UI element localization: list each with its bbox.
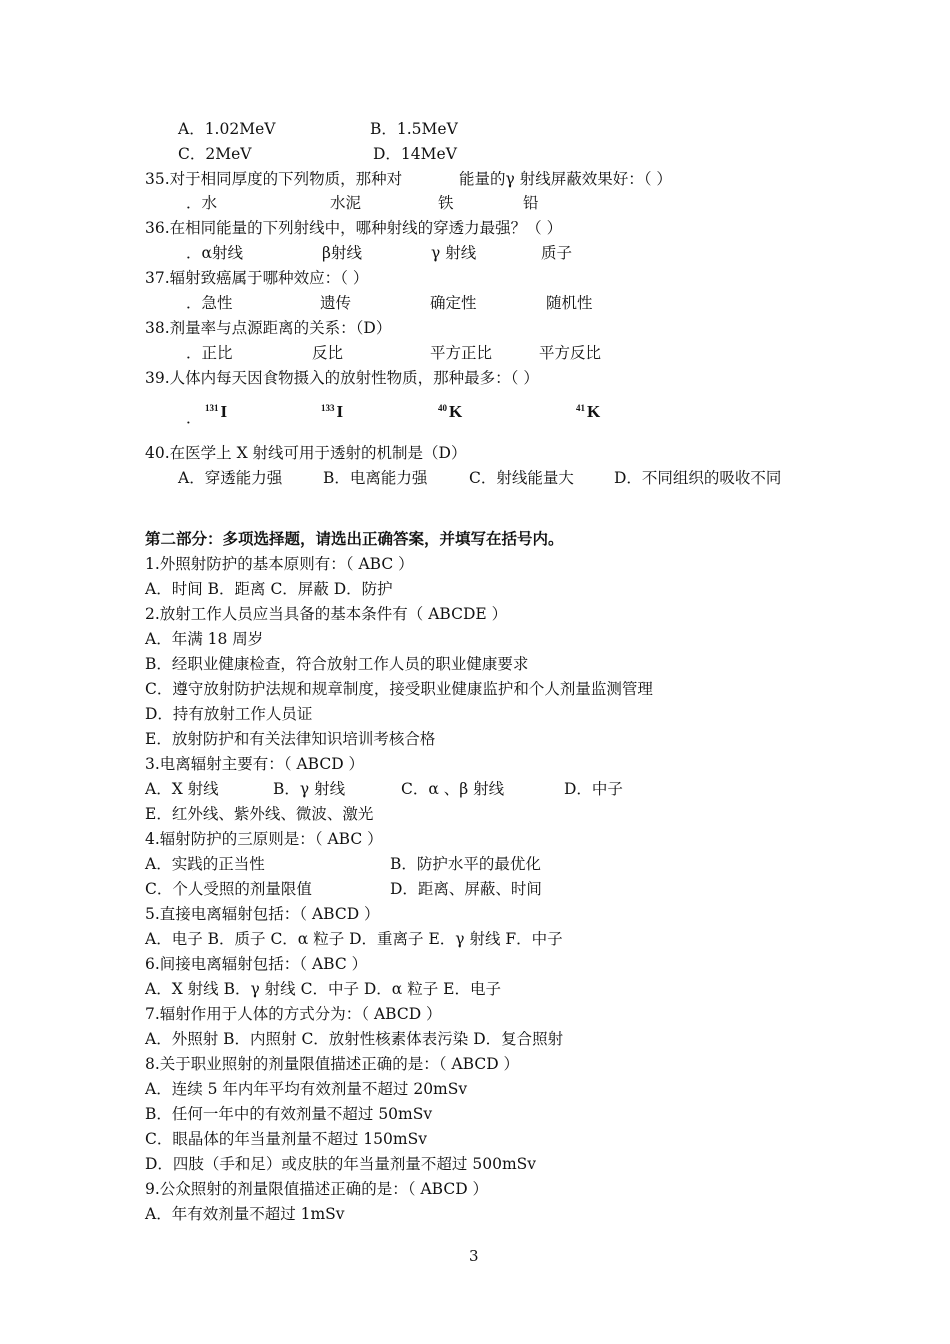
m1-stem: 1.外照射防护的基本原则有：（ ABC ） (145, 555, 414, 573)
q39-option-d-symbol: K (587, 402, 601, 421)
q38-stem: 38.剂量率与点源距离的关系：（D） (145, 319, 392, 337)
m2-stem: 2.放射工作人员应当具备的基本条件有（ ABCDE ） (145, 605, 508, 623)
q40-option-d: D．不同组织的吸收不同 (614, 469, 782, 487)
q37-option-b: 遗传 (320, 294, 352, 312)
m8-option-d: D．四肢（手和足）或皮肤的年当量剂量不超过 500mSv (145, 1155, 537, 1173)
q35-option-c: 铁 (438, 194, 454, 212)
m7-stem: 7.辐射作用于人体的方式分为：（ ABCD ） (145, 1005, 442, 1023)
q37-option-a: ．急性 (186, 294, 233, 312)
m8-option-a: A．连续 5 年内年平均有效剂量不超过 20mSv (145, 1080, 468, 1098)
q35-stem-part2: 能量的γ 射线屏蔽效果好：（ ） (459, 170, 672, 188)
m2-option-a: A．年满 18 周岁 (145, 630, 264, 648)
q39-option-c-mass: 40 (438, 403, 447, 413)
m9-option-a: A．年有效剂量不超过 1mSv (145, 1205, 345, 1223)
q34-option-d: D．14MeV (373, 145, 457, 163)
m3-option-a: A．X 射线 (145, 780, 219, 798)
q36-option-c: γ 射线 (431, 244, 477, 262)
m3-option-c: C．α 、β 射线 (401, 780, 505, 798)
q35-option-b: 水泥 (330, 194, 362, 212)
q40-stem: 40.在医学上 X 射线可用于透射的机制是（D） (145, 444, 467, 462)
m6-options: A．X 射线 B．γ 射线 C．中子 D．α 粒子 E．电子 (145, 980, 501, 998)
q40-option-b: B．电离能力强 (323, 469, 428, 487)
m7-options: A．外照射 B．内照射 C．放射性核素体表污染 D．复合照射 (145, 1030, 564, 1048)
m2-option-c: C．遵守放射防护法规和规章制度，接受职业健康监护和个人剂量监测管理 (145, 680, 653, 698)
m3-option-b: B．γ 射线 (273, 780, 346, 798)
q39-option-a-isotope (205, 402, 227, 422)
m2-option-d: D．持有放射工作人员证 (145, 705, 313, 723)
m4-option-a: A．实践的正当性 (145, 855, 265, 873)
m4-stem: 4.辐射防护的三原则是：（ ABC ） (145, 830, 383, 848)
q35-stem-part1: 35.对于相同厚度的下列物质，那种对 (145, 170, 403, 188)
m5-stem: 5.直接电离辐射包括：（ ABCD ） (145, 905, 380, 923)
q34-option-b: B．1.5MeV (370, 120, 458, 138)
q39-option-a-symbol: I (220, 402, 228, 421)
q38-option-a: ．正比 (186, 344, 233, 362)
q39-option-c-symbol: K (449, 402, 463, 421)
m2-option-b: B．经职业健康检查，符合放射工作人员的职业健康要求 (145, 655, 529, 673)
q37-option-c: 确定性 (430, 294, 477, 312)
q36-option-b: β射线 (322, 244, 362, 262)
q38-option-d: 平方反比 (539, 344, 602, 362)
q39-option-dot: ． (186, 409, 202, 427)
q38-option-c: 平方正比 (430, 344, 493, 362)
m5-options: A．电子 B．质子 C．α 粒子 D．重离子 E．γ 射线 F．中子 (145, 930, 563, 948)
q39-option-b-mass: 133 (321, 403, 335, 413)
m4-option-c: C．个人受照的剂量限值 (145, 880, 312, 898)
q39-option-b-symbol: I (336, 402, 344, 421)
m8-option-c: C．眼晶体的年当量剂量不超过 150mSv (145, 1130, 427, 1148)
m1-options: A．时间 B．距离 C．屏蔽 D．防护 (145, 580, 393, 598)
q40-option-a: A．穿透能力强 (178, 469, 283, 487)
q37-stem: 37.辐射致癌属于哪种效应：（ ） (145, 269, 369, 287)
m8-option-b: B．任何一年中的有效剂量不超过 50mSv (145, 1105, 433, 1123)
q37-option-d: 随机性 (546, 294, 593, 312)
q39-option-d-mass: 41 (576, 403, 585, 413)
part2-heading: 第二部分：多项选择题，请选出正确答案，并填写在括号内。 (145, 529, 564, 548)
q39-option-a-mass: 131 (205, 403, 219, 413)
m8-stem: 8.关于职业照射的剂量限值描述正确的是：（ ABCD ） (145, 1055, 520, 1073)
m3-stem: 3.电离辐射主要有：（ ABCD ） (145, 755, 365, 773)
m2-option-e: E．放射防护和有关法律知识培训考核合格 (145, 730, 436, 748)
q35-option-d: 铅 (523, 194, 539, 212)
m4-option-d: D．距离、屏蔽、时间 (390, 880, 542, 898)
q40-option-c: C．射线能量大 (469, 469, 574, 487)
q39-option-d-isotope (576, 402, 600, 422)
q36-option-d: 质子 (541, 244, 573, 262)
q34-option-a: A．1.02MeV (178, 120, 276, 138)
q36-stem: 36.在相同能量的下列射线中，哪种射线的穿透力最强？（ ） (145, 219, 563, 237)
q34-option-c: C．2MeV (178, 145, 252, 163)
q36-option-a: ．α射线 (186, 244, 243, 262)
m3-option-e: E．红外线、紫外线、微波、激光 (145, 805, 374, 823)
q35-option-a: ．水 (186, 194, 218, 212)
q39-option-c-isotope (438, 402, 462, 422)
m9-stem: 9.公众照射的剂量限值描述正确的是：（ ABCD ） (145, 1180, 489, 1198)
m4-option-b: B．防护水平的最优化 (390, 855, 541, 873)
q39-stem: 39.人体内每天因食物摄入的放射性物质，那种最多：（ ） (145, 369, 539, 387)
m6-stem: 6.间接电离辐射包括：（ ABC ） (145, 955, 368, 973)
q38-option-b: 反比 (312, 344, 344, 362)
page-number: 3 (469, 1247, 479, 1265)
m3-option-d: D．中子 (564, 780, 623, 798)
q39-option-b-isotope (321, 402, 343, 422)
